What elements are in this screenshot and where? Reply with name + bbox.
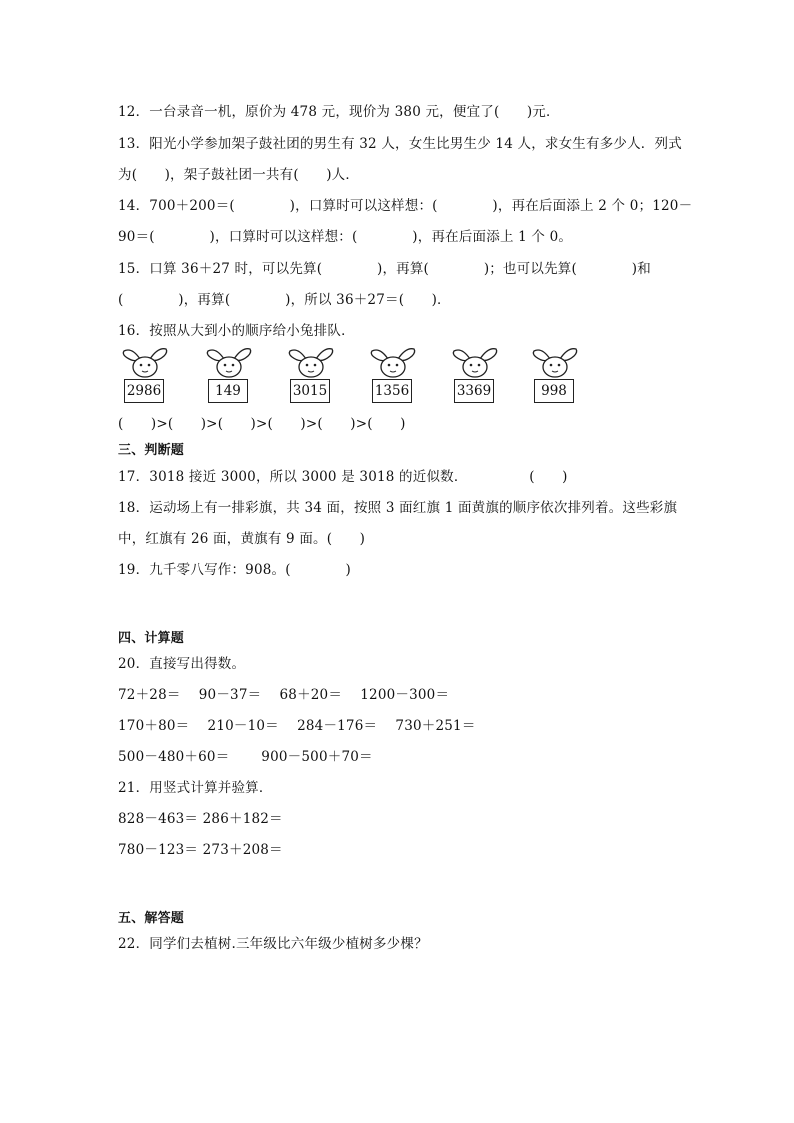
question-13-line-2: 为( )，架子鼓社团一共有( )人．	[118, 167, 360, 183]
rabbit-card	[118, 345, 174, 405]
rabbit-number: 3369	[454, 379, 494, 403]
rabbit-card	[202, 345, 258, 405]
question-17: 17．3018 接近 3000，所以 3000 是 3018 的近似数． ( )	[118, 469, 568, 485]
question-14-line-1: 14．700＋200＝( )，口算时可以这样想：( )，再在后面添上 2 个 0；120－	[118, 198, 693, 214]
section-4-heading: 四、计算题	[118, 631, 185, 646]
rabbit-number: 3015	[290, 379, 330, 403]
rabbit-number: 2986	[124, 379, 164, 403]
question-16-order-blanks: ( )>( )>( )>( )>( )>( )	[118, 416, 406, 432]
question-20-row-1: 72＋28＝ 90－37＝ 68＋20＝ 1200－300＝	[118, 687, 450, 703]
question-20: 20．直接写出得数。	[118, 656, 246, 672]
question-22: 22．同学们去植树.三年级比六年级少植树多少棵？	[118, 936, 428, 952]
question-21-row-2: 780－123＝ 273＋208＝	[118, 842, 283, 858]
rabbit-number: 149	[208, 379, 248, 403]
question-18-line-2: 中，红旗有 26 面，黄旗有 9 面。( )	[118, 531, 366, 547]
question-20-row-2: 170＋80＝ 210－10＝ 284－176＝ 730＋251＝	[118, 718, 476, 734]
rabbit-number: 1356	[372, 379, 412, 403]
question-14-line-2: 90＝( )，口算时可以这样想：( )，再在后面添上 1 个 0。	[118, 229, 573, 245]
rabbit-card	[366, 345, 422, 405]
rabbit-row	[118, 345, 598, 405]
question-15-line-2: ( )，再算( )，所以 36＋27＝( )．	[118, 292, 451, 308]
section-3-heading: 三、判断题	[118, 443, 185, 458]
question-19: 19．九千零八写作：908。( )	[118, 562, 351, 578]
question-21-row-1: 828－463＝ 286＋182＝	[118, 811, 283, 827]
question-20-row-3: 500－480＋60＝ 900－500＋70＝	[118, 749, 373, 765]
question-15-line-1: 15．口算 36＋27 时，可以先算( )，再算( )；也可以先算( )和	[118, 261, 651, 277]
question-13-line-1: 13．阳光小学参加架子鼓社团的男生有 32 人，女生比男生少 14 人，求女生有多少人．列式	[118, 136, 682, 152]
rabbit-card	[284, 345, 340, 405]
question-18-line-1: 18．运动场上有一排彩旗，共 34 面，按照 3 面红旗 1 面黄旗的顺序依次排列着。这些彩旗	[118, 500, 678, 516]
question-21: 21．用竖式计算并验算．	[118, 780, 273, 796]
question-12: 12．一台录音一机，原价为 478 元，现价为 380 元，便宜了( )元．	[118, 104, 560, 120]
rabbit-card	[448, 345, 504, 405]
section-5-heading: 五、解答题	[118, 911, 185, 926]
rabbit-card	[528, 345, 584, 405]
question-16: 16．按照从大到小的顺序给小兔排队．	[118, 323, 355, 339]
rabbit-number: 998	[534, 379, 574, 403]
